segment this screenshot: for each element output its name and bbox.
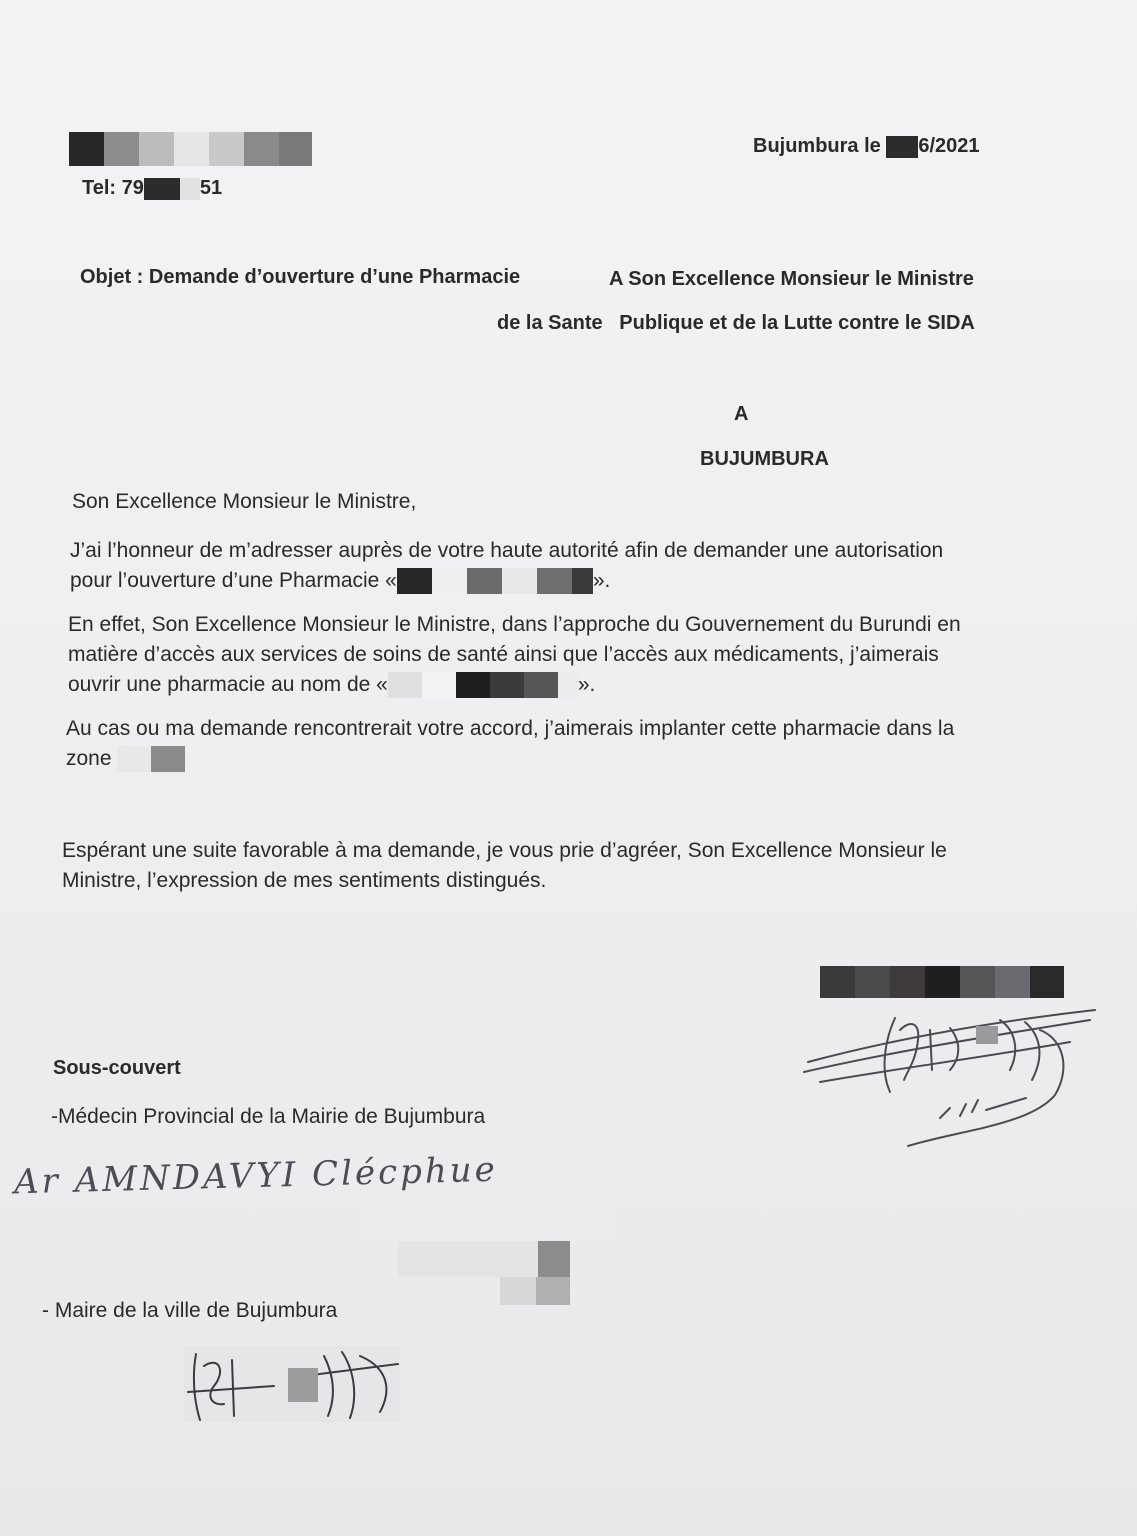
recipient-city: BUJUMBURA [700, 448, 829, 470]
phone-redacted [144, 178, 180, 200]
subject-label: Objet : [80, 266, 144, 288]
paragraph-2-line-1: En effet, Son Excellence Monsieur le Ministre, dans l’approche du Gouvernement du Burundi en [68, 613, 961, 636]
sender-phone [82, 177, 222, 200]
handwritten-annotation: Ar AMNDAVYI Clécphue [13, 1149, 499, 1203]
signatory-name-redacted [820, 966, 1064, 998]
place-date-prefix: Bujumbura le [753, 135, 881, 157]
recipient-line-3: A [734, 403, 749, 425]
recipient-line-1: A Son Excellence Monsieur le Ministre [609, 268, 974, 290]
phone-tail: 51 [199, 177, 223, 199]
pharmacy-owner-redacted [388, 672, 578, 698]
closing-paragraph [62, 836, 947, 896]
cc-item-1: -Médecin Provincial de la Mairie de Bujumbura [51, 1105, 486, 1128]
paragraph-2 [68, 610, 961, 700]
zone-name-redacted [117, 746, 185, 772]
paragraph-1 [70, 536, 943, 596]
date-redacted [886, 136, 918, 158]
paragraph-3 [66, 714, 954, 774]
salutation: Son Excellence Monsieur le Ministre, [72, 490, 417, 513]
cc-item-2: - Maire de la ville de Bujumbura [42, 1299, 338, 1322]
main-signature [800, 1000, 1100, 1150]
recipient-line-2: de la Sante Publique et de la Lutte contre le SIDA [497, 312, 975, 334]
place-date [753, 135, 980, 158]
subject-text: Demande d’ouverture d’une Pharmacie [148, 266, 521, 288]
phone-prefix: Tel: 79 [82, 177, 144, 199]
paragraph-2-line-2: matière d’accès aux services de soins de santé ainsi que l’accès aux médicaments, j’aimerais [68, 643, 939, 666]
closing-line-1: Espérant une suite favorable à ma demande, je vous prie d’agréer, Son Excellence Monsieur le [62, 839, 947, 862]
pharmacy-name-redacted [397, 568, 593, 594]
subject-line [80, 266, 520, 289]
date-suffix: 6/2021 [918, 135, 980, 157]
paragraph-1-line-2: pour l’ouverture d’une Pharmacie « ». [70, 566, 943, 596]
paragraph-3-line-1: Au cas ou ma demande rencontrerait votre accord, j’aimerais implanter cette pharmacie dans la [66, 717, 955, 740]
cc-label: Sous-couvert [53, 1057, 181, 1079]
paragraph-3-line-2: zone [66, 744, 954, 774]
second-signature [184, 1346, 400, 1422]
sender-name-redacted [69, 132, 312, 166]
paragraph-2-line-3: ouvrir une pharmacie au nom de « ». [68, 670, 961, 700]
stamp-redacted [360, 1205, 610, 1305]
paragraph-1-line-1: J’ai l’honneur de m’adresser auprès de votre haute autorité afin de demander une autorisation [70, 539, 944, 562]
closing-line-2: Ministre, l’expression de mes sentiments distingués. [62, 869, 547, 892]
